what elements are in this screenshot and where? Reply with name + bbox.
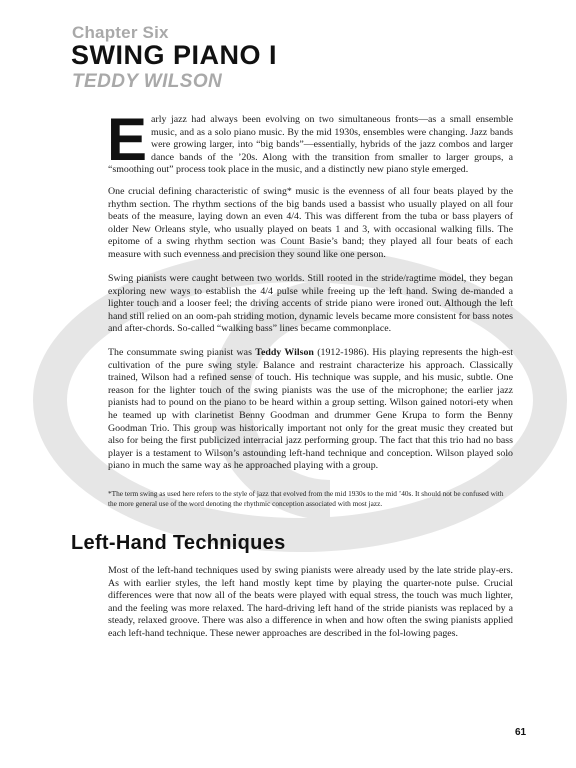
chapter-title: SWING PIANO I: [71, 40, 278, 70]
paragraph-teddy-wilson-rest: (1912-1986). His playing represents the high-est cultivation of the pure swing style. Balance and restraint characterize his approach. Classically trained, Wilson had a refined sense of touch. His technique was supple, and his music, subtle. One reason for the lighter touch of the swing pianists was the use of the microphone; the earlier jazz pianists had to pound on the piano to be heard within a group setting. Wilson gained notori-ety when he teamed up with clarinetist Benny Goodman and drummer Gene Krupa to form the Benny Goodman Trio. This group was historically important not only for the great music they created but also for being the first publicized interracial jazz performing group. The fact that this trio had no bass player is a testament to Wilson’s astounding left-hand technique and conception. Wilson played solo piano in much the same way as he approached playing with a group.: [108, 347, 514, 472]
paragraph-swing-definition: One crucial defining characteristic of swing* music is the evenness of all four beats played by the rhythm section. The rhythm sections of the big bands used a bassist who usually played on all four beats of the measure, laying down an even 4/4. This was different from the tuba or bass players of older New Orleans style, who usually played on beats 1 and 3, with occasional walking fills. The epitome of a swing rhythm section was Count Basie’s band; they played all four beats of each measure with such evenness and precision they sound like one person.: [108, 186, 513, 260]
paragraph-left-hand: Most of the left-hand techniques used by swing pianists were already used by the late stride play-ers. As with earlier styles, the left hand mostly kept time by playing the quarter-note pulse. Crucial differences were that now all of the beats were played with equal stress, the touch was much lighter, and the feeling was more relaxed. The hard-driving left hand of the stride pianists was replaced by a steady, relaxed groove. There was also a difference in when and how often the swing pianists applied each left-hand technique. These newer approaches are described in the fol-lowing pages.: [108, 565, 513, 639]
chapter-label: Chapter Six: [72, 23, 169, 42]
chapter-subtitle: TEDDY WILSON: [72, 71, 223, 92]
paragraph-teddy-wilson-lead: The consummate swing pianist was: [108, 347, 256, 358]
paragraph-teddy-wilson: [108, 347, 513, 473]
teddy-wilson-name: Teddy Wilson: [255, 347, 314, 358]
footnote: *The term swing as used here refers to the style of jazz that evolved from the mid 1930s to the mid ’40s. It should not be confused with the more general use of the word denoting the rhythmic conception associated with most jazz.: [108, 489, 504, 508]
drop-cap: E: [107, 106, 148, 173]
paragraph-intro-text: arly jazz had always been evolving on two simultaneous fronts—as a small ensemble music, and as a solo piano music. By the mid 1930s, ensembles were changing. Jazz bands were growing larger, into “big bands”—essentially, hybrids of the jazz combos and larger dance bands of the ’20s. Along with the transition from smaller to larger groups, a “smoothing out” process took place in the music, and a distinctly new piano style emerged.: [108, 114, 513, 176]
section-heading: Left-Hand Techniques: [71, 532, 286, 554]
paragraph-intro: [107, 106, 513, 177]
paragraph-swing-pianists: Swing pianists were caught between two worlds. Still rooted in the stride/ragtime model, they began exploring new ways to establish the 4/4 pulse while freeing up the left hand. Swing de-manded a lighter touch and a looser feel; the driving accents of stride piano were ironed out. Although the left hand still relied on an oom-pah striding motion, dynamic levels became more consistent for bass notes and after-chords. So-called “walking bass” lines became commonplace.: [108, 273, 513, 335]
page-number: 61: [515, 727, 527, 738]
